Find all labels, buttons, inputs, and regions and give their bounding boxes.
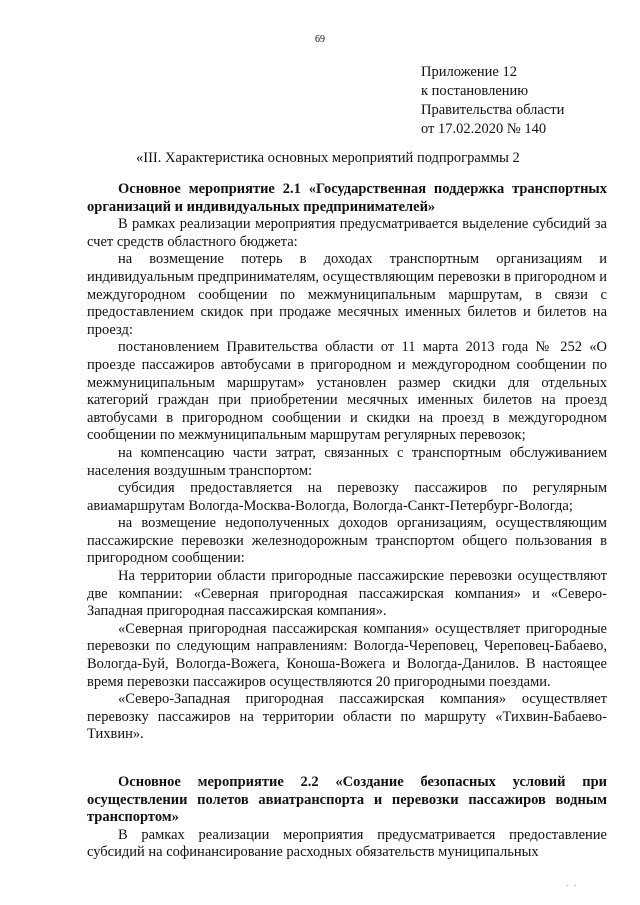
section-title: «III. Характеристика основных мероприятий подпрограммы 2 (136, 150, 520, 166)
appendix-line-1: Приложение 12 (421, 64, 517, 80)
paragraph: «Северная пригородная пассажирская компания» осуществляет пригородные перевозки по следующим направлениям: Вологда-Череповец, Череповец-Бабаево, Вологда-Буй, Вологда-Вожега, Коноша-Вожега и Вологда-Данилов. В настоящее время перевозки пассажиров осуществляются 20 пригородными поездами. (87, 620, 607, 690)
paragraph: «Северо-Западная пригородная пассажирская компания» осуществляет перевозку пассажиров на территории области по маршруту «Тихвин-Бабаево-Тихвин». (87, 691, 607, 743)
appendix-line-4: от 17.02.2020 № 140 (421, 121, 547, 137)
appendix-block (421, 63, 564, 139)
paragraph: В рамках реализации мероприятия предусматривается выделение субсидий за счет средств областного бюджета: (87, 216, 607, 250)
paragraph: В рамках реализации мероприятия предусматривается предоставление субсидий на софинансирование расходных обязательств муниципальных (87, 826, 607, 861)
appendix-line-3: Правительства области (421, 102, 565, 118)
measure-2-2-heading: Основное мероприятие 2.2 «Создание безопасных условий при осуществлении полетов авиатранспорта и перевозки пассажиров водным транспортом» (87, 774, 607, 826)
paragraph: На территории области пригородные пассажирские перевозки осуществляют две компании: «Северная пригородная пассажирская компания» и «Северо-Западная пригородная пассажирская компания». (87, 568, 607, 620)
paragraph: на возмещение недополученных доходов организациям, осуществляющим пассажирские перевозки железнодорожным транспортом общего пользования в пригородном сообщении: (87, 515, 607, 567)
appendix-line-2: к постановлению (421, 83, 529, 99)
page-number: 69 (315, 34, 325, 45)
measure-2-1-heading: Основное мероприятие 2.1 «Государственная поддержка транспортных организаций и индивидуальных предпринимателей» (87, 181, 607, 215)
paragraph: на возмещение потерь в доходах транспортным организациям и индивидуальным предпринимателям, осуществляющим перевозки в пригородном и междугородном сообщении по межмуниципальным маршрутам, в связи с предоставлением скидок при продаже месячных именных билетов и билетов на проезд: (87, 251, 607, 338)
paragraph: постановлением Правительства области от 11 марта 2013 года № 252 «О проезде пассажиров автобусами в пригородном и междугородном сообщении по межмуниципальным маршрутам» установлен размер скидки для отдельных категорий граждан при приобретении месячных именных билетов на проезд автобусами в пригородном сообщении и скидки на проезд в междугородном сообщении по межмуниципальным маршрутам регулярных перевозок; (87, 339, 607, 444)
paragraph: на компенсацию части затрат, связанных с транспортным обслуживанием населения воздушным транспортом: (87, 444, 607, 479)
document-body (87, 181, 607, 862)
paragraph: субсидия предоставляется на перевозку пассажиров по регулярным авиамаршрутам Вологда-Москва-Вологда, Вологда-Санкт-Петербург-Вологда; (87, 480, 607, 514)
scan-mark: · · (566, 882, 579, 890)
